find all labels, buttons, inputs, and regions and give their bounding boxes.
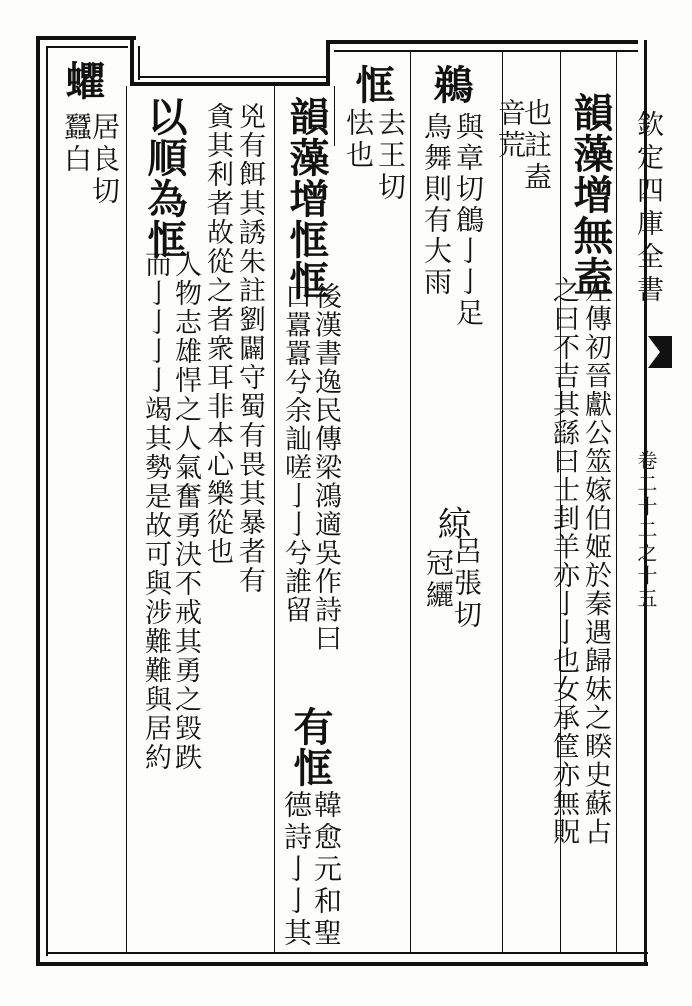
text-c4: 也註盍 — [520, 98, 553, 194]
frame-top-left — [36, 36, 136, 40]
headword-c9: 綡 — [431, 506, 471, 546]
series-title: 欽定四庫全書 — [632, 110, 663, 308]
frame-top-right — [326, 40, 638, 44]
text-c24: 人物志雄悍之人氣奮勇決不戒其勇之毀跌 — [170, 250, 201, 772]
headword-c15: 韻藻增恇恇 — [283, 96, 330, 301]
frame-step-left-inner — [138, 46, 140, 80]
column-rule — [502, 52, 503, 952]
juan-marker: 卷二十二之十五 — [634, 450, 658, 611]
fishtail-mark — [626, 332, 674, 372]
headword-c18: 有恇 — [287, 706, 334, 788]
headword-c26: 蠷 — [59, 60, 106, 101]
text-c2: 左傳初晉獻公筮嫁伯姬於秦遇歸妹之睽史蘇占 — [580, 276, 611, 846]
headword-c23: 以順為恇 — [141, 96, 188, 260]
frame-bottom-outer — [36, 962, 648, 966]
text-c19: 韓愈元和聖 — [310, 790, 343, 950]
text-c3: 之曰不吉其繇曰士刲羊亦亅亅也女承筐亦無貺 — [548, 276, 579, 846]
column-rule — [126, 86, 127, 952]
headword-c6: 鵜 — [427, 64, 474, 105]
column-rule — [274, 86, 275, 952]
text-c17: 口囂囂兮余訕嗟亅亅兮誰留 — [280, 282, 311, 624]
frame-top-mid-inner — [138, 76, 330, 78]
column-rule — [410, 52, 411, 952]
text-c5: 音荒 — [494, 98, 527, 162]
text-c14: 怯也 — [342, 108, 375, 172]
column-rule — [334, 86, 335, 146]
text-c8: 鳥舞則有大雨 — [420, 112, 453, 298]
frame-bottom-inner — [46, 952, 648, 954]
frame-step-right — [326, 40, 330, 86]
text-c13: 去王切 — [374, 108, 407, 204]
frame-left-outer — [36, 36, 40, 966]
column-rule — [616, 52, 617, 952]
text-c11: 冠纚 — [422, 548, 455, 612]
text-c28: 蠶白 — [60, 112, 93, 176]
text-c21: 兇有餌其誘朱註劉闢守蜀有畏其暴者有 — [234, 102, 265, 595]
text-c16: 後漢書逸民傳梁鴻適吳作詩曰 — [310, 282, 341, 653]
frame-step-left — [130, 36, 134, 86]
text-c25: 而亅亅亅亅竭其勢是故可與涉難難與居約 — [140, 250, 171, 772]
text-c20: 德詩亅亅其 — [280, 790, 313, 950]
headword-c12: 恇 — [349, 64, 396, 105]
text-c27: 居良切 — [88, 112, 121, 208]
frame-top-right-inner — [334, 50, 638, 52]
text-c10: 呂張切 — [450, 536, 483, 632]
text-c7: 與章切鶬亅亅足 — [452, 112, 485, 329]
frame-top-mid — [130, 82, 330, 86]
frame-top-left-inner — [46, 46, 128, 48]
text-c22: 貪其利者故從之者衆耳非本心樂從也 — [202, 102, 233, 566]
headword-c1: 韻藻增無盍 — [567, 92, 614, 297]
frame-left-inner — [46, 46, 48, 956]
